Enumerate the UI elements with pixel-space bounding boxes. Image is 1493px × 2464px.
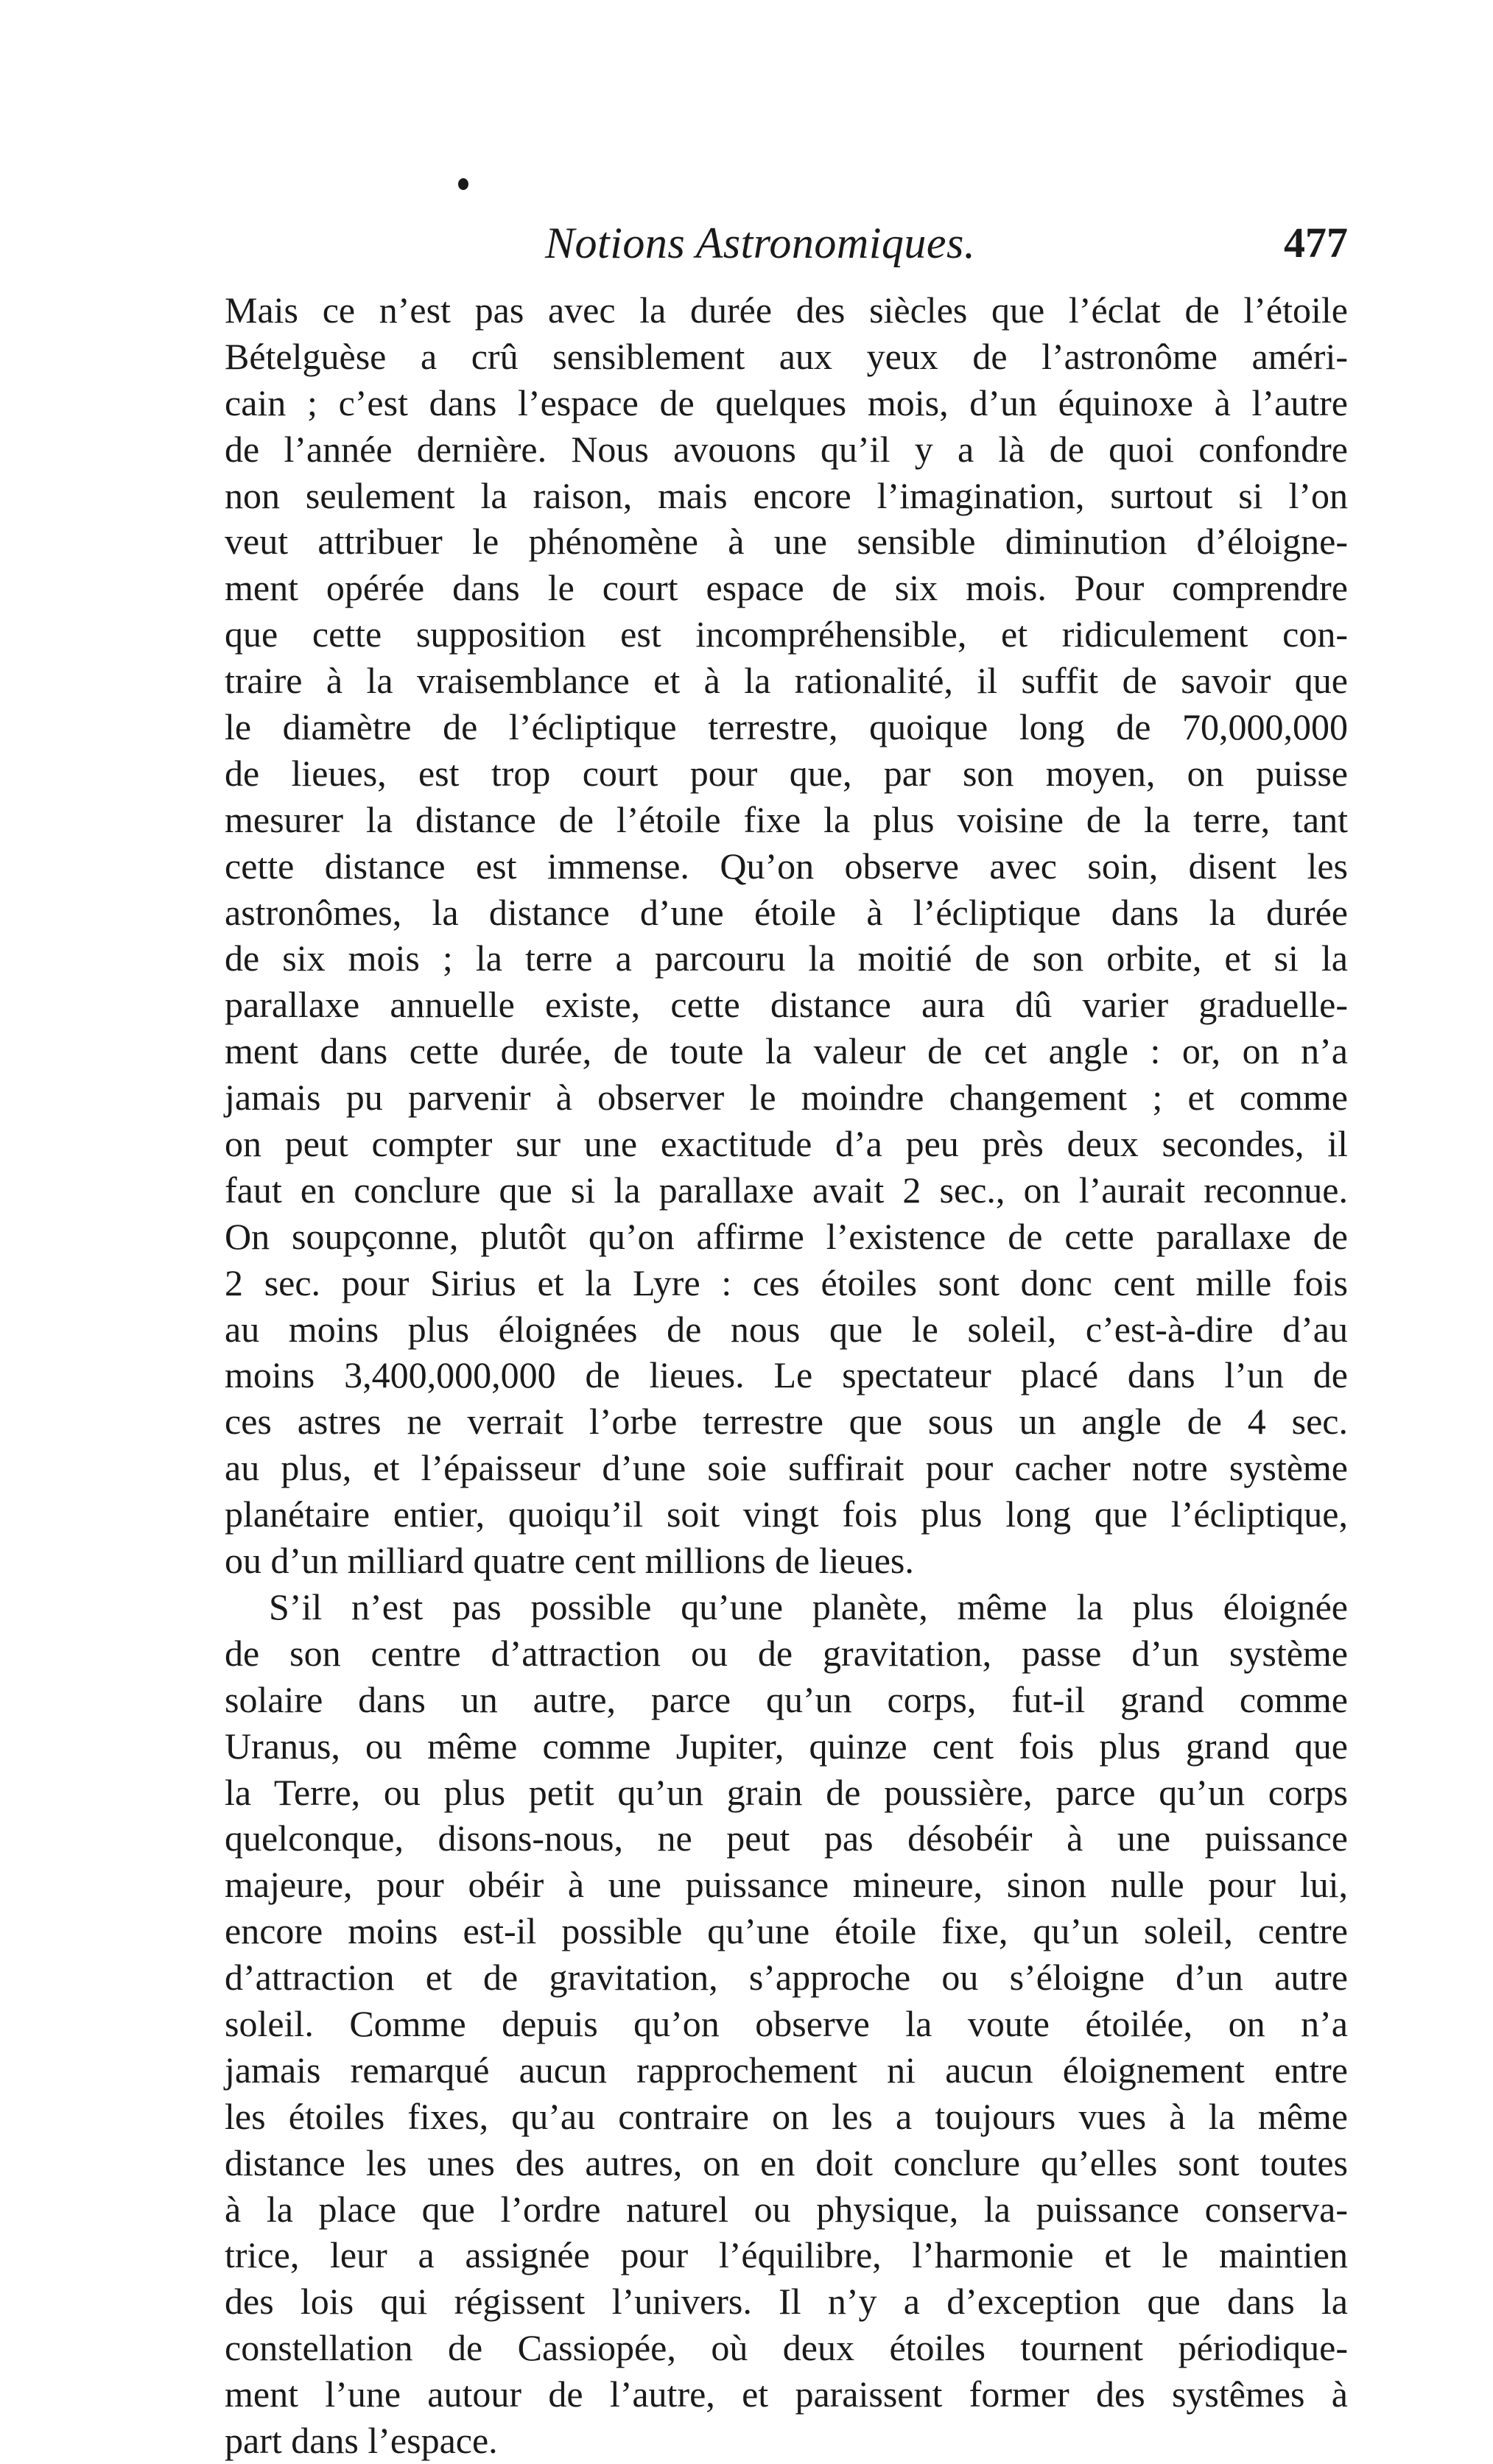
text-line: d’attraction et de gravitation, s’approche ou s’éloigne d’un autre	[225, 1957, 1348, 1999]
text-line: trice, leur a assignée pour l’équilibre, l’harmonie et le maintien	[225, 2234, 1348, 2276]
text-line: parallaxe annuelle existe, cette distance aura dû varier graduelle-	[225, 984, 1348, 1026]
text-line: moins 3,400,000,000 de lieues. Le spectateur placé dans l’un de	[225, 1354, 1348, 1396]
text-line: distance les unes des autres, on en doit conclure qu’elles sont toutes	[225, 2141, 1348, 2183]
text-line: la Terre, ou plus petit qu’un grain de poussière, parce qu’un corps	[225, 1771, 1348, 1813]
paragraph	[225, 1584, 1348, 2464]
text-line: On soupçonne, plutôt qu’on affirme l’existence de cette parallaxe de	[225, 1215, 1348, 1257]
text-line: planétaire entier, quoiqu’il soit vingt fois plus long que l’écliptique,	[225, 1493, 1348, 1535]
text-line: ces astres ne verrait l’orbe terrestre que sous un angle de 4 sec.	[225, 1401, 1348, 1443]
text-line: de son centre d’attraction ou de gravitation, passe d’un système	[225, 1632, 1348, 1674]
running-title: Notions Astronomiques.	[545, 219, 976, 267]
text-line: cain ; c’est dans l’espace de quelques mois, d’un équinoxe à l’autre	[225, 381, 1348, 423]
text-line: quelconque, disons-nous, ne peut pas désobéir à une puissance	[225, 1817, 1348, 1859]
text-line: encore moins est-il possible qu’une étoile fixe, qu’un soleil, centre	[225, 1910, 1348, 1952]
text-line: le diamètre de l’écliptique terrestre, quoique long de 70,000,000	[225, 706, 1348, 748]
text-line: à la place que l’ordre naturel ou physique, la puissance conserva-	[225, 2188, 1348, 2230]
text-line: constellation de Cassiopée, où deux étoiles tournent périodique-	[225, 2327, 1348, 2369]
text-line: ment opérée dans le court espace de six mois. Pour comprendre	[225, 567, 1348, 609]
text-line: Mais ce n’est pas avec la durée des siècles que l’éclat de l’étoile	[225, 289, 1348, 331]
text-line: S’il n’est pas possible qu’une planète, même la plus éloignée	[269, 1585, 1348, 1627]
text-line: ment l’une autour de l’autre, et paraissent former des systêmes à	[225, 2373, 1348, 2415]
running-head	[221, 214, 1348, 272]
text-line: mesurer la distance de l’étoile fixe la plus voisine de la terre, tant	[225, 798, 1348, 840]
text-line: 2 sec. pour Sirius et la Lyre : ces étoiles sont donc cent mille fois	[225, 1261, 1348, 1303]
text-line: Bételguèse a crû sensiblement aux yeux de l’astronôme améri-	[225, 335, 1348, 377]
text-line: ment dans cette durée, de toute la valeur de cet angle : or, on n’a	[225, 1030, 1348, 1072]
text-line: jamais remarqué aucun rapprochement ni aucun éloignement entre	[225, 2049, 1348, 2091]
text-line: ou d’un milliard quatre cent millions de lieues.	[225, 1540, 914, 1582]
text-line: Uranus, ou même comme Jupiter, quinze cent fois plus grand que	[225, 1725, 1348, 1767]
text-line: de six mois ; la terre a parcouru la moitié de son orbite, et si la	[225, 937, 1348, 979]
text-line: soleil. Comme depuis qu’on observe la voute étoilée, on n’a	[225, 2002, 1348, 2044]
text-line: part dans l’espace.	[225, 2419, 498, 2461]
text-line: de l’année dernière. Nous avouons qu’il y a là de quoi confondre	[225, 428, 1348, 470]
text-line: au plus, et l’épaisseur d’une soie suffirait pour cacher notre système	[225, 1447, 1348, 1489]
text-line: cette distance est immense. Qu’on observe avec soin, disent les	[225, 845, 1348, 887]
text-line: on peut compter sur une exactitude d’a peu près deux secondes, il	[225, 1123, 1348, 1165]
text-line: solaire dans un autre, parce qu’un corps, fut-il grand comme	[225, 1678, 1348, 1720]
text-line: les étoiles fixes, qu’au contraire on les a toujours vues à la même	[225, 2095, 1348, 2137]
text-line: des lois qui régissent l’univers. Il n’y a d’exception que dans la	[225, 2281, 1348, 2323]
paragraph	[225, 287, 1348, 1584]
text-line: majeure, pour obéir à une puissance mineure, sinon nulle pour lui,	[225, 1864, 1348, 1906]
text-line: astronômes, la distance d’une étoile à l’écliptique dans la durée	[225, 891, 1348, 933]
text-line: de lieues, est trop court pour que, par son moyen, on puisse	[225, 752, 1348, 794]
text-line: jamais pu parvenir à observer le moindre changement ; et comme	[225, 1077, 1348, 1119]
text-line: non seulement la raison, mais encore l’imagination, surtout si l’on	[225, 474, 1348, 516]
text-line: traire à la vraisemblance et à la rationalité, il suffit de savoir que	[225, 660, 1348, 702]
stray-ink-dot	[458, 178, 468, 190]
text-line: veut attribuer le phénomène à une sensible diminution d’éloigne-	[225, 521, 1348, 563]
text-line: faut en conclure que si la parallaxe avait 2 sec., on l’aurait reconnue.	[225, 1169, 1348, 1211]
page-number: 477	[1284, 219, 1348, 267]
text-line: au moins plus éloignées de nous que le soleil, c’est-à-dire d’au	[225, 1308, 1348, 1350]
text-line: que cette supposition est incompréhensible, et ridiculement con-	[225, 613, 1348, 655]
body-text	[225, 287, 1348, 2464]
